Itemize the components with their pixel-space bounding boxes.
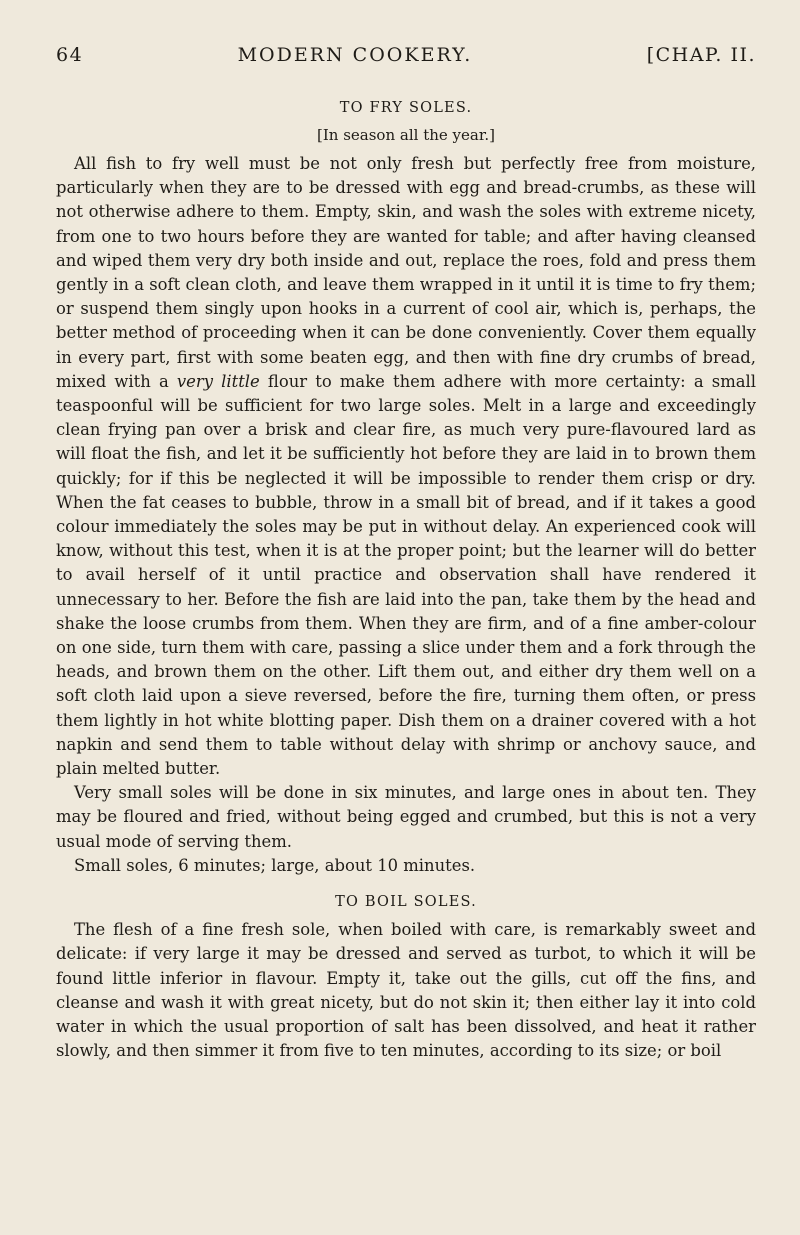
season-note: [In season all the year.] [317, 126, 495, 144]
emphasis-text: very little [176, 371, 260, 391]
book-title: MODERN COOKERY. [237, 44, 473, 66]
section-title-fry-soles: TO FRY SOLES. [339, 100, 473, 116]
page-number: 64 [56, 44, 84, 66]
book-page [56, 44, 756, 1063]
paragraph-summary-times: Small soles, 6 minutes; large, about 10 minutes. [74, 855, 476, 875]
paragraph-boil-method: The flesh of a fine fresh sole, when boiled with care, is remarkably sweet and delicate: if very large it may be dressed and served as turbot, to which it will be found little inferior in flavour. Empty it, take out the gills, cut off the fins, and cleanse and wash it with great nicety, but do not skin it; then either lay it into cold water in which the usual proportion of salt has been dissolved, and heat it rather slowly, and then simmer it from five to ten minutes, according to its size; or boil [56, 920, 756, 1061]
chapter-marker: [CHAP. II. [646, 44, 756, 66]
paragraph-timing: Very small soles will be done in six minutes, and large ones in about ten. They may be floured and fried, without being egged and crumbed, but this is not a very usual mode of serving them. [56, 783, 756, 851]
paragraph-text: flour to make them adhere with more certainty: a small teaspoonful will be sufficient for two large soles. Melt in a large and exceedingly clean frying pan over a brisk and clear fire, as much very pure-flavoured lard as will float the fish, and let it be sufficiently hot before they are laid in to brown them quickly; for if this be neglected it will be impossible to render them crisp or dry. When the fat ceases to bubble, throw in a small bit of bread, and if it takes a good colour immediately the soles may be put in without delay. An experienced cook will know, without this test, when it is at the proper point; but the learner will do better to avail herself of it until practice and observation shall have rendered it unnecessary to her. Before the fish are laid into the pan, take them by the head and shake the loose crumbs from them. When they are firm, and of a fine amber-colour on one side, turn them with care, passing a slice under them and a fork through the heads, and brown them on the other. Lift them out, and either dry them well on a soft cloth laid upon a sieve reversed, before the fire, turning them often, or press them lightly in hot white blotting paper. Dish them on a drainer covered with a hot napkin and send them to table without delay with shrimp or anchovy sauce, and plain melted butter. [56, 371, 756, 779]
section-title-boil-soles: TO BOIL SOLES. [335, 894, 477, 911]
running-head [56, 44, 756, 74]
paragraph-text: All fish to fry well must be not only fresh but perfectly free from moisture, particularly when they are to be dressed with egg and bread-crumbs, as these will not otherwise adhere to them. Empty, skin, and wash the soles with extreme nicety, from one to two hours before they are wanted for table; and after having cleansed and wiped them very dry both inside and out, replace the roes, fold and press them gently in a soft clean cloth, and leave them wrapped in it until it is time to fry them; or suspend them singly upon hooks in a current of cool air, which is, perhaps, the better method of proceeding when it can be done conveniently. Cover them equally in every part, first with some beaten egg, and then with fine dry crumbs of bread, mixed with a [56, 154, 756, 391]
paragraph-fry-method [56, 152, 756, 781]
